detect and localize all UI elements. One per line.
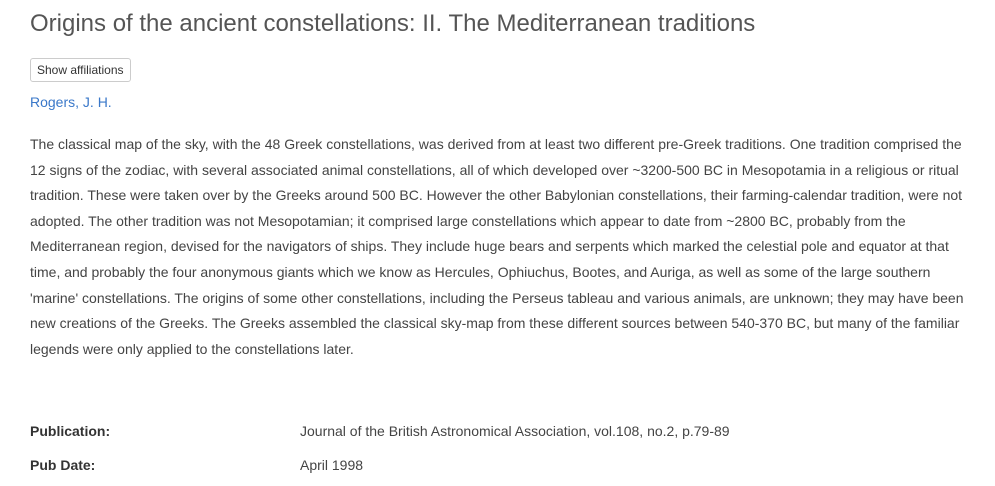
abstract-text: The classical map of the sky, with the 48 Greek constellations, was derived from at least two different pre-Greek traditions. One tradition comprised the 12 signs of the zodiac, with several associated animal constellations, all of which developed over ~3200-500 BC in Mesopotamia in a religious or ritual tradition. These were taken over by the Greeks around 500 BC. However the other Babylonian constellations, their farming-calendar tradition, were not adopted. The other tradition was not Mesopotamian; it comprised large constellations which appear to date from ~2800 BC, probably from the Mediterranean region, devised for the navigators of ships. They include huge bears and serpents which marked the celestial pole and equator at that time, and probably the four anonymous giants which we know as Hercules, Ophiuchus, Bootes, and Auriga, as well as some of the large southern 'marine' constellations. The origins of some other constellations, including the Perseus tableau and various animals, are unknown; they may have been new creations of the Greeks. The Greeks assembled the classical sky-map from these different sources between 540-370 BC, but many of the familiar legends were only applied to the constellations later.	[30, 136, 964, 357]
publication-label: Publication:	[30, 423, 111, 439]
author-link[interactable]: Rogers, J. H.	[30, 94, 112, 110]
show-affiliations-button[interactable]: Show affiliations	[30, 58, 131, 82]
publication-value: Journal of the British Astronomical Association, vol.108, no.2, p.79-89	[300, 423, 730, 439]
pub-date-row	[30, 454, 960, 476]
publication-row	[30, 420, 960, 442]
pub-date-label: Pub Date:	[30, 457, 96, 473]
pub-date-value: April 1998	[300, 457, 364, 473]
article-title: Origins of the ancient constellations: II. The Mediterranean traditions	[30, 10, 756, 37]
